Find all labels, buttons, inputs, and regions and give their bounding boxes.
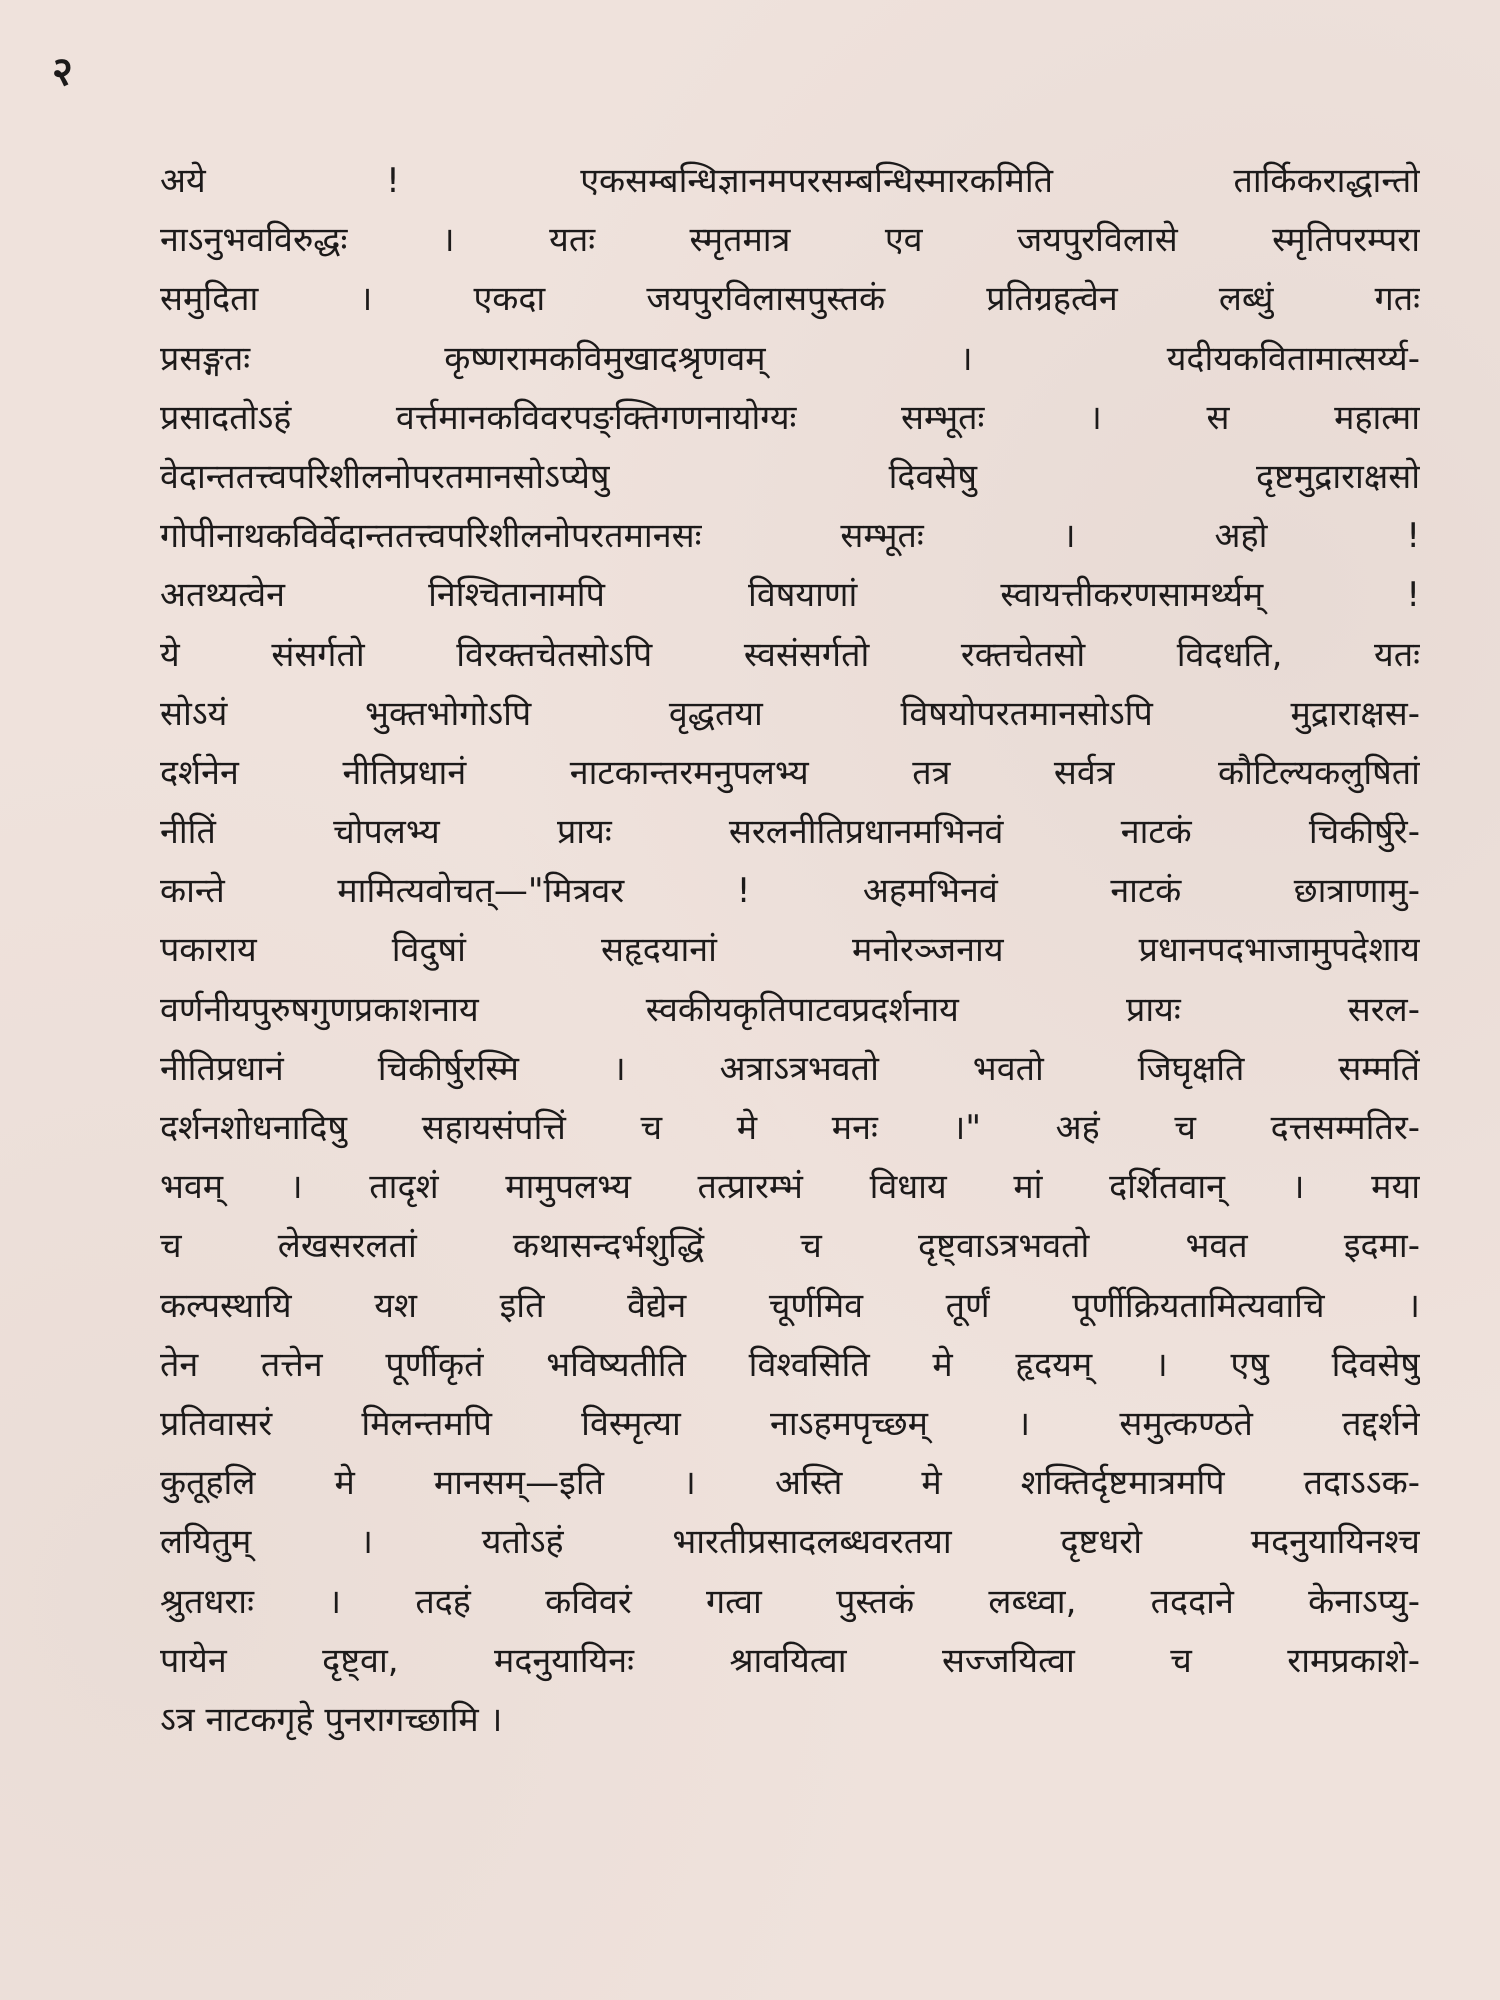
text-line: तेन तत्तेन पूर्णीकृतं भविष्यतीति विश्वसिति मे हृदयम् । एषु दिवसेषु [160, 1344, 1420, 1385]
text-line: अये ! एकसम्बन्धिज्ञानमपरसम्बन्धिस्मारकमिति तार्किकराद्धान्तो [160, 161, 1420, 201]
text-line: नीतिं चोपलभ्य प्रायः सरलनीतिप्रधानमभिनवं नाटकं चिकीर्षुरे- [160, 812, 1420, 853]
text-line: नाऽनुभवविरुद्धः । यतः स्मृतमात्र एव जयपुरविलासे स्मृतिपरम्परा [160, 220, 1420, 261]
text-line: कान्ते मामित्यवोचत्—"मित्रवर ! अहमभिनवं नाटकं छात्राणामु- [160, 871, 1420, 912]
text-line: समुदिता । एकदा जयपुरविलासपुस्तकं प्रतिग्रहत्वेन लब्धुं गतः [160, 279, 1420, 320]
text-line: नीतिप्रधानं चिकीर्षुरस्मि । अत्राऽत्रभवतो भवतो जिघृक्षति सम्मतिं [160, 1048, 1420, 1089]
text-line: पकाराय विदुषां सहृदयानां मनोरञ्जनाय प्रधानपदभाजामुपदेशाय [160, 930, 1420, 971]
text-line: दर्शनशोधनादिषु सहायसंपत्तिं च मे मनः ।" अहं च दत्तसम्मतिर- [160, 1108, 1420, 1148]
text-line: प्रतिवासरं मिलन्तमपि विस्मृत्या नाऽहमपृच्छम् । समुत्कण्ठते तद्दर्शने [160, 1403, 1420, 1444]
text-line: भवम् । तादृशं मामुपलभ्य तत्प्रारम्भं विधाय मां दर्शितवान् । मया [160, 1167, 1420, 1208]
text-line: ये संसर्गतो विरक्तचेतसोऽपि स्वसंसर्गतो रक्तचेतसो विदधति, यतः [160, 634, 1420, 675]
text-line: अतथ्यत्वेन निश्चितानामपि विषयाणां स्वायत्तीकरणसामर्थ्यम् ! [160, 575, 1420, 616]
text-line: दर्शनेन नीतिप्रधानं नाटकान्तरमनुपलभ्य तत्र सर्वत्र कौटिल्यकलुषितां [160, 752, 1420, 793]
text-line: पायेन दृष्ट्वा, मदनुयायिनः श्रावयित्वा सज्जयित्वा च रामप्रकाशे- [160, 1640, 1420, 1681]
body-text [160, 152, 1420, 1750]
text-line: कल्पस्थायि यश इति वैद्येन चूर्णमिव तूर्णं पूर्णीक्रियतामित्यवाचि । [160, 1285, 1420, 1326]
text-line: श्रुतधराः । तदहं कविवरं गत्वा पुस्तकं लब्ध्वा, तददाने केनाऽप्यु- [160, 1581, 1420, 1622]
text-line: ऽत्र नाटकगृहे पुनरागच्छामि । [160, 1699, 503, 1740]
page-number: २ [52, 49, 73, 95]
text-line: सोऽयं भुक्तभोगोऽपि वृद्धतया विषयोपरतमानसोऽपि मुद्राराक्षस- [160, 693, 1420, 734]
text-line: प्रसादतोऽहं वर्त्तमानकविवरपङ्क्तिगणनायोग्यः सम्भूतः । स महात्मा [160, 397, 1420, 438]
text-line: गोपीनाथकविर्वेदान्ततत्त्वपरिशीलनोपरतमानसः सम्भूतः । अहो ! [160, 516, 1420, 557]
text-line: च लेखसरलतां कथासन्दर्भशुद्धिं च दृष्ट्वाऽत्रभवतो भवत इदमा- [160, 1226, 1420, 1267]
text-line: वेदान्ततत्त्वपरिशीलनोपरतमानसोऽप्येषु दिवसेषु दृष्टमुद्राराक्षसो [160, 456, 1420, 497]
text-line: लयितुम् । यतोऽहं भारतीप्रसादलब्धवरतया दृष्टधरो मदनुयायिनश्च [160, 1522, 1420, 1563]
text-line: प्रसङ्गतः कृष्णरामकविमुखादश्रृणवम् । यदीयकवितामात्सर्य्य- [160, 338, 1420, 379]
text-line: वर्णनीयपुरुषगुणप्रकाशनाय स्वकीयकृतिपाटवप्रदर्शनाय प्रायः सरल- [160, 989, 1420, 1030]
text-line: कुतूहलि मे मानसम्—इति । अस्ति मे शक्तिर्दृष्टमात्रमपि तदाऽऽक- [160, 1463, 1420, 1504]
